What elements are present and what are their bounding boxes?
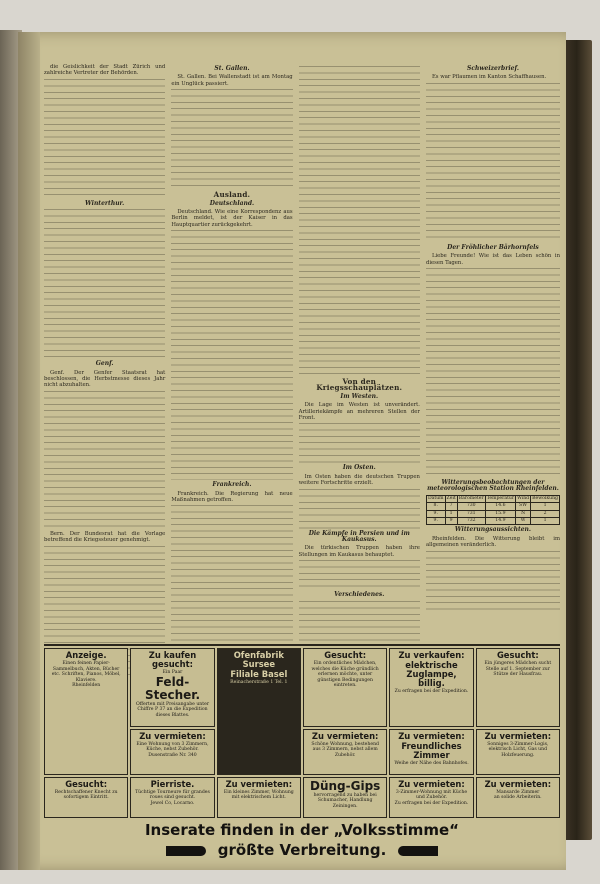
text-block — [299, 66, 420, 376]
article-paragraph: St. Gallen. Bei Wallenstadt ist am Montag ein Unglück passiert. — [171, 74, 293, 87]
ad-footer: Zu erfragen bei der Expedition. — [394, 689, 469, 694]
weather-cell: 730 — [457, 503, 485, 510]
ad-subtitle: Reinacherstraße 1 Tel. 1 — [230, 680, 288, 685]
weather-header-cell: Bewölkung — [532, 495, 558, 501]
weather-cell: 7 — [445, 503, 457, 510]
weather-row — [426, 503, 559, 510]
article-heading: St. Gallen. — [214, 65, 250, 72]
article-heading: Im Osten. — [342, 464, 376, 472]
article-heading: Der Fröhlicher Bärhornfels — [447, 243, 539, 251]
weather-row — [426, 510, 559, 517]
volksstimme-banner — [44, 820, 560, 864]
section-heading: Von den Kriegsschauplätzen. — [316, 377, 403, 393]
ad-text: Tüchtige Tourneure für grandes roues sind gesucht. — [135, 789, 210, 801]
ad-kaufen-gesucht — [130, 648, 214, 727]
column-1 — [44, 64, 165, 642]
weather-header-cell: Wind — [517, 495, 530, 501]
ad-title: Anzeige. — [65, 650, 107, 660]
article-heading: Deutschland. — [209, 199, 255, 207]
article-columns — [44, 64, 560, 642]
ad-vermieten-dusenstrasse — [130, 729, 214, 775]
ad-text: Schöne Wohnung, bestehend aus 3 Zimmern, nebst allem Zubehör. — [311, 741, 379, 758]
weather-cell: N — [516, 510, 531, 517]
column-3 — [299, 64, 420, 642]
weather-cell: 9. — [426, 518, 445, 525]
ad-title: Zu kaufen gesucht: — [148, 650, 197, 669]
ad-verkaufen-zuglampe — [389, 648, 473, 727]
ad-text: Offerten mit Preisangabe unter Chiffre P 37 an die Expedition dieses Blattes. — [135, 701, 210, 718]
ad-title: Zu vermieten: — [398, 778, 465, 789]
weather-header-cell: Temperatur — [486, 495, 515, 501]
article-paragraph: Deutschland. Wie eine Korrespondenz aus Berlin meldet, ist der Kaiser in das Hauptquartier zurückgekehrt. — [171, 209, 293, 228]
ad-title: Zu vermieten: — [398, 730, 465, 741]
ad-vermieten-mansarde — [476, 777, 560, 818]
article-paragraph: Liebe Freunde! Wie ist das Leben schön in diesen Tagen. — [425, 253, 560, 266]
weather-cell: 1 — [445, 510, 457, 517]
article-paragraph: Die Lage im Westen ist unverändert. Artilleriekämpfe an mehreren Stellen der Front. — [298, 402, 420, 422]
weather-header-cell: Datum — [427, 495, 444, 501]
advertisement-section — [44, 648, 560, 818]
article-heading: Die Kämpfe in Persien und im Kaukasus. — [308, 529, 410, 544]
ad-address: Dusenstraße Nr. 340 — [148, 752, 197, 758]
ad-text: Mansarde Zimmer — [496, 789, 540, 795]
ad-footer: Zu erfragen bei der Expedition. — [394, 800, 469, 806]
ad-vermieten-wohnung — [303, 729, 387, 775]
weather-cell: 1 — [531, 518, 560, 525]
weather-heading: Witterungsbeobachtungen der meteorologischen Station Rheinfelden. — [427, 479, 559, 493]
column-2 — [171, 64, 292, 642]
ad-vermieten-logis — [476, 729, 560, 775]
article-heading: Winterthur. — [85, 199, 125, 207]
ad-title: Ofenfabrik Sursee — [233, 650, 284, 669]
banner-line-2: größte Verbreitung. — [217, 841, 387, 859]
weather-cell: 14.9 — [485, 518, 515, 525]
ad-footer: Weihe der Nähe des Bahnhofes. — [394, 760, 469, 766]
ad-title: Zu vermieten: — [484, 730, 552, 741]
article-paragraph: Bern. Der Bundesrat hat die Vorlage betreffend die Kriegssteuer genehmigt. — [44, 530, 166, 544]
text-block — [426, 268, 560, 478]
weather-cell: 8. — [426, 503, 445, 510]
text-block — [171, 89, 292, 189]
article-heading: Schweizerbrief. — [467, 65, 519, 72]
banner-line-2-wrap — [44, 840, 560, 860]
pointing-hand-icon — [166, 846, 206, 856]
ad-footer: Rheinfelden — [72, 683, 101, 689]
weather-cell: 732 — [457, 518, 485, 525]
ad-ofenfabrik — [217, 648, 301, 775]
ad-text: Freundliches Zimmer — [401, 740, 462, 760]
weather-header-cell: Zeit — [446, 495, 456, 501]
banner-line-1: Inserate finden in der „Volksstimme“ — [144, 821, 460, 839]
weather-row — [426, 518, 559, 525]
article-heading: Genf. — [95, 360, 114, 368]
ad-footer: Schumacher, Handlung Zeiningen. — [317, 798, 373, 809]
text-block — [171, 230, 292, 480]
text-block — [299, 489, 420, 529]
weather-table — [426, 495, 560, 526]
ad-title: Zu vermieten: — [311, 730, 379, 741]
text-block — [44, 79, 165, 199]
ad-text: Sonniges 3-Zimmer-Logis, elektrisch Licht, Gas und Holzfeuerung. — [487, 741, 549, 758]
ad-footer: an solide Arbeiterin. — [494, 795, 542, 801]
text-block — [426, 83, 560, 243]
ad-text: Rechtschaffener Knecht zu sofortigem Eintritt. — [54, 789, 118, 801]
ad-duenggips — [303, 777, 387, 818]
article-paragraph: Frankreich. Die Regierung hat neue Maßnahmen getroffen. — [171, 490, 293, 504]
ad-title: Gesucht: — [65, 778, 108, 789]
article-paragraph: Die türkischen Truppen haben ihre Stellungen im Kaukasus behauptet. — [298, 545, 420, 558]
ad-headline: Düng-Gips — [310, 778, 381, 793]
ad-headline: Feld-Stecher. — [144, 674, 201, 702]
text-block — [299, 601, 420, 641]
column-4 — [426, 64, 560, 642]
article-heading: Verschiedenes. — [334, 591, 385, 599]
section-heading: Ausland. — [213, 190, 251, 200]
ad-title: Zu vermieten: — [484, 778, 552, 789]
ad-text: Eine Wohnung von 3 Zimmern, Küche, nebst Zubehör. — [136, 741, 209, 753]
ad-title: Gesucht: — [324, 650, 367, 660]
text-block — [44, 209, 165, 359]
pointing-hand-icon — [398, 846, 438, 856]
ad-text: hervorragend zu haben bei — [313, 792, 377, 798]
ad-vermieten-klein — [217, 777, 301, 818]
ad-pierriste — [130, 777, 214, 818]
ad-title: Pierriste. — [150, 778, 195, 789]
ad-title: Zu vermieten: — [139, 730, 206, 741]
weather-cell: 9 — [445, 518, 457, 525]
weather-header-row — [426, 495, 559, 502]
ad-text: Ein jüngeres Mädchen sucht Stelle auf 1. September zur Stütze der Hausfrau. — [484, 661, 552, 678]
weather-header-cell: Barometer — [458, 495, 484, 501]
ad-subtitle: Ein Paar — [162, 670, 183, 675]
ad-text: Ein kleines Zimmer, Wohnung mit elektrischem Licht. — [223, 789, 294, 801]
ad-text: Einen feinen Papier-Sammelbuch, Akten, Bücher etc. Schriften, Pianos, Möbel, Klaviere. — [51, 661, 121, 683]
ad-anzeige — [44, 648, 128, 775]
text-block — [44, 391, 165, 531]
weather-cell: 9. — [426, 510, 445, 517]
weather-cell: 2 — [531, 510, 560, 517]
text-block — [171, 505, 292, 645]
article-paragraph: die Geislichkeit der Stadt Zürich und zahlreiche Vertreter der Behörden. — [44, 64, 166, 77]
newspaper-page — [18, 32, 566, 870]
weather-cell: W — [516, 518, 531, 525]
weather-cell: 731 — [457, 510, 485, 517]
article-paragraph: Im Osten haben die deutschen Truppen weitere Fortschritte erzielt. — [298, 473, 420, 487]
weather-cell: SW — [516, 503, 531, 510]
ad-vermieten-3zimmer — [389, 777, 473, 818]
ad-title: Zu verkaufen: — [398, 650, 465, 660]
article-paragraph: Genf. Der Genfer Staatsrat hat beschlossen, die Herbstmesse dieses Jahr nicht abzuhalten. — [44, 369, 166, 389]
ad-footer: Jewel Co, Locarno. — [150, 800, 195, 806]
ad-gesucht-knecht — [44, 777, 128, 818]
ad-text: 3-Zimmer-Wohnung mit Küche und Zubehör. — [395, 789, 468, 801]
ad-title: Gesucht: — [496, 650, 539, 660]
ad-vermieten-zimmer — [389, 729, 473, 775]
ad-text: elektrische Zuglampe, billig. — [405, 660, 458, 688]
article-paragraph: Rheinfelden. Die Witterung bleibt im allgemeinen veränderlich. — [425, 535, 560, 549]
text-block — [426, 551, 560, 611]
article-paragraph: Es war Pflaumen im Kanton Schaffhausen. — [431, 74, 547, 81]
ad-title: Zu vermieten: — [225, 778, 293, 789]
ad-gesucht-stelle — [476, 648, 560, 727]
ad-gesucht-maedchen — [303, 648, 387, 727]
text-block — [299, 560, 420, 590]
article-heading: Witterungsaussichten. — [454, 526, 531, 534]
weather-cell: 14.6 — [485, 503, 515, 510]
text-block — [299, 423, 420, 463]
ad-text: Ein ordentliches Mädchen, welches die Küche gründlich erlernen möchte, unter günstigen Bedingungen eintreten. — [311, 661, 379, 689]
weather-cell: 1 — [531, 503, 560, 510]
article-heading: Im Westen. — [340, 392, 379, 400]
ad-text: Filiale Basel — [230, 669, 288, 679]
page-gutter — [18, 32, 40, 870]
article-heading: Frankreich. — [212, 481, 252, 489]
section-divider — [44, 644, 560, 646]
weather-cell: 15.9 — [485, 510, 515, 517]
